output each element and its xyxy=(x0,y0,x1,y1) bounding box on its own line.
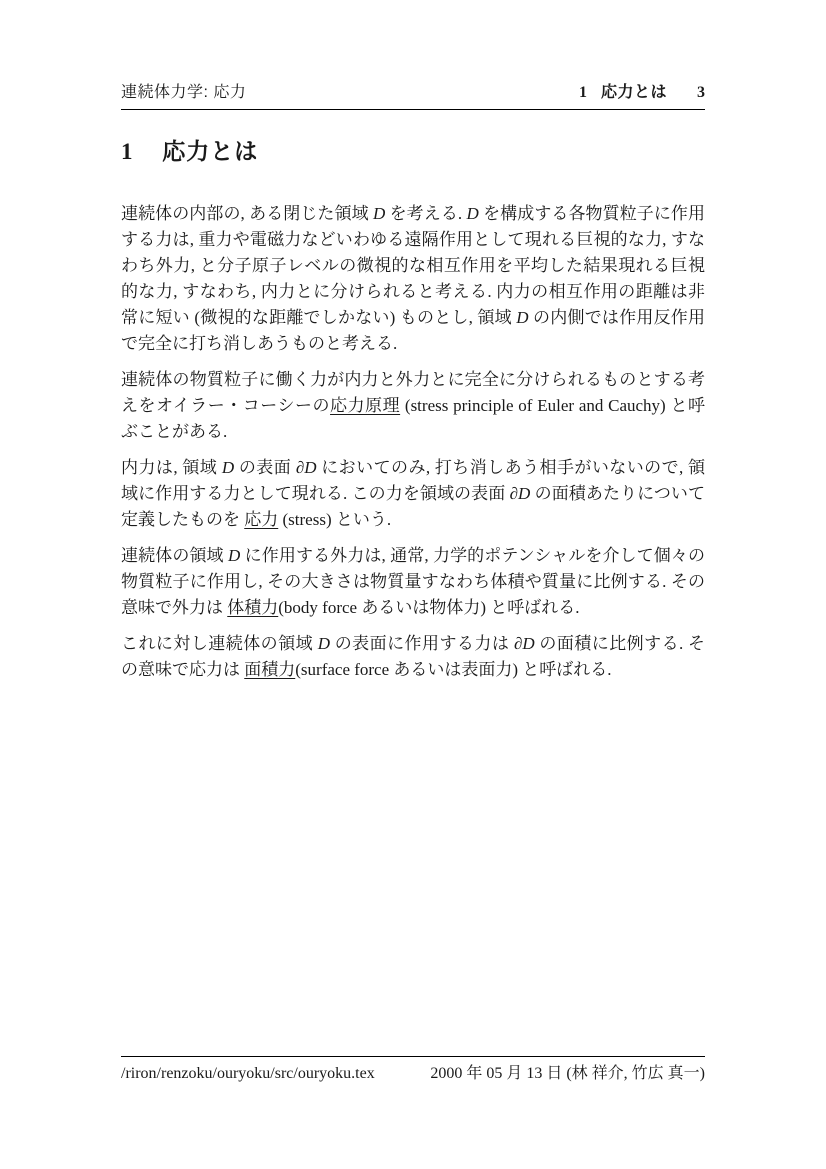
section-heading xyxy=(121,136,258,167)
header-page-number: 3 xyxy=(697,84,705,101)
text-segment: の面積あたりについて定義したものを xyxy=(121,484,705,529)
text-segment: 内力は, 領域 xyxy=(121,458,222,477)
text-segment: これに対し連続体の領域 xyxy=(121,634,318,653)
text-segment: を構成する各物質粒子に作用する力は, 重力や電磁力などいわゆる遠隔作用として現れる巨視的な力, すなわち外力, と分子原子レベルの微視的な相互作用を平均した結果現れる巨視的な力, すなわち, 内力とに分けられると考える. 内力の相互作用の距離は非常に短い (微視的な距離でしかない) ものとし, 領域 xyxy=(121,204,706,327)
section-number: 1 xyxy=(121,139,133,164)
text-segment: 連続体の物質粒子に働く力が内力と外力とに完全に分けられるものとする考えをオイラー・コーシーの xyxy=(121,370,705,415)
section-title: 応力とは xyxy=(162,138,259,164)
underlined-term: 応力 xyxy=(244,510,279,529)
text-segment: という. xyxy=(331,510,392,529)
header-document-title: 連続体力学: 応力 xyxy=(121,84,247,101)
page-footer xyxy=(121,1056,705,1084)
text-segment: の表面に作用する力は xyxy=(330,634,514,653)
underlined-term: 応力原理 xyxy=(330,396,401,415)
math-symbol: D xyxy=(516,308,529,327)
text-segment: の面積に比例する. その意味で応力は xyxy=(121,634,706,679)
paragraph xyxy=(121,631,705,683)
text-segment: 連続体の内部の, ある閉じた領域 xyxy=(121,204,373,223)
math-symbol: D xyxy=(372,204,386,223)
text-segment: に作用する外力は, 通常, 力学的ポテンシャルを介して個々の物質粒子に作用し, その大きさは物質量すなわち体積や質量に比例する. その意味で外力は xyxy=(121,546,705,617)
footer-rule xyxy=(121,1056,705,1057)
math-symbol: D xyxy=(466,204,479,223)
header-section-info xyxy=(579,83,705,103)
footer-line xyxy=(121,1064,705,1084)
text-segment: (surface force あるいは表面力) と呼ばれる. xyxy=(295,660,612,679)
footer-file-path: /riron/renzoku/ouryoku/src/ouryoku.tex xyxy=(121,1065,375,1082)
text-segment: の内側では作用反作用で完全に打ち消しあうものと考える. xyxy=(121,308,706,353)
latin-text: (stress) xyxy=(282,510,332,529)
text-segment: の表面 xyxy=(234,458,296,477)
underlined-term: 体積力 xyxy=(227,598,279,617)
text-segment: と呼ぶことがある. xyxy=(121,396,706,441)
document-body xyxy=(121,201,705,693)
text-segment: においてのみ, 打ち消しあう相手がいないので, 領域に作用する力として現れる. この力を領域の表面 xyxy=(121,458,706,503)
header-section-title: 応力とは xyxy=(600,84,667,101)
paragraph xyxy=(121,543,705,621)
math-symbol: D xyxy=(221,458,235,477)
paragraph xyxy=(121,455,705,533)
footer-date-authors: 2000 年 05 月 13 日 (林 祥介, 竹広 真一) xyxy=(430,1065,705,1082)
text-segment: (body force あるいは物体力) と呼ばれる. xyxy=(278,598,580,617)
paragraph xyxy=(121,367,705,445)
header-section-number: 1 xyxy=(578,84,587,101)
underlined-term: 面積力 xyxy=(244,660,296,679)
page-header xyxy=(121,83,705,103)
text-segment: を考える. xyxy=(385,204,467,223)
latin-text: (stress principle of Euler and Cauchy) xyxy=(404,396,666,415)
header-rule xyxy=(121,109,705,110)
math-symbol: ∂D xyxy=(514,634,535,653)
paragraph xyxy=(121,201,705,357)
math-symbol: ∂D xyxy=(509,484,531,503)
math-symbol: D xyxy=(317,634,331,653)
math-symbol: ∂D xyxy=(295,458,317,477)
text-segment: 連続体の領域 xyxy=(121,546,229,565)
math-symbol: D xyxy=(228,546,241,565)
